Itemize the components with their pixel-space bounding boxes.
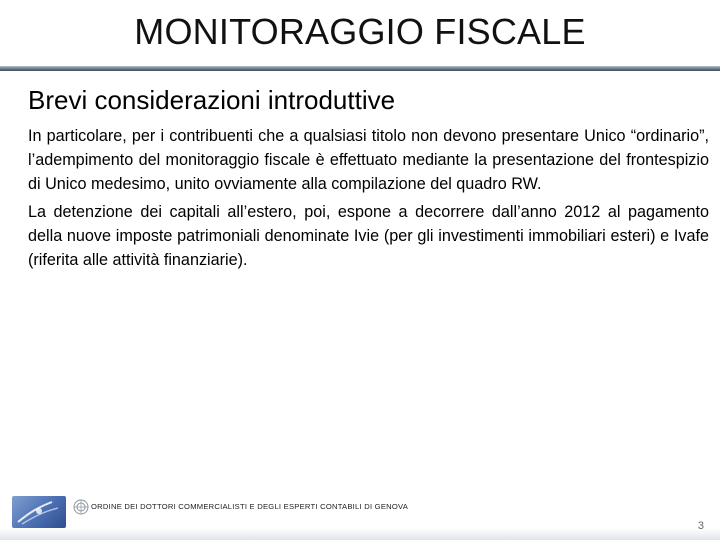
slide-title: MONITORAGGIO FISCALE — [134, 11, 586, 52]
footer-organization: ORDINE DEI DOTTORI COMMERCIALISTI E DEGLI ESPERTI CONTABILI DI GENOVA — [91, 502, 409, 511]
page-number: 3 — [697, 520, 704, 532]
title-divider — [0, 66, 720, 71]
slide-footer — [0, 494, 720, 540]
body-text — [28, 124, 709, 276]
footer-divider — [0, 528, 720, 540]
emblem-icon — [73, 499, 89, 515]
slide-subtitle: Brevi considerazioni introduttive — [28, 85, 396, 115]
paragraph-1: In particolare, per i contribuenti che a qualsiasi titolo non devono presentare Unico “ordinario”, l’adempimento del monitoraggio fiscale è effettuato mediante la presentazione del frontespizio di Unico medesimo, unito ovviamente alla compilazione del quadro RW. — [28, 127, 709, 193]
order-logo-icon — [12, 496, 66, 528]
paragraph-2: La detenzione dei capitali all’estero, poi, espone a decorrere dall’anno 2012 al pagamento della nuove imposte patrimoniali denominate Ivie (per gli investimenti immobiliari esteri) e Ivafe (riferita alle attività finanziarie). — [28, 203, 709, 269]
